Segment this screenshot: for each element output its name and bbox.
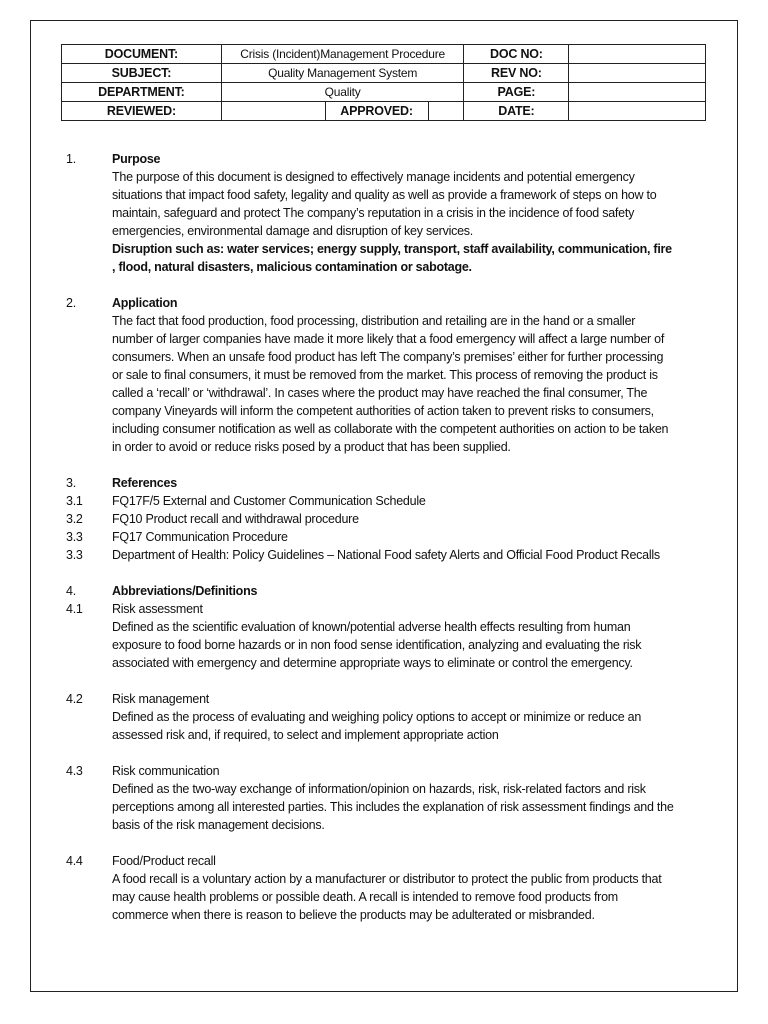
item-number: 3.3 [66, 530, 83, 544]
list-item [66, 528, 676, 546]
document-header-table [61, 44, 706, 121]
section-text: The fact that food production, food processing, distribution and retailing are in the hand or a smaller number of larger companies have made it more likely that a food emergency will affect a large number of consumers. When an unsafe food product has left The company’s premises’ either for further processing or sale to final consumers, it must be removed from the market. This process of removing the product is called a ‘recall’ or ‘withdrawal’. In cases where the product may have reached the final consumer, The company Vineyards will inform the competent authorities of action taken to prevent risks to consumers, including consumer notification as well as collaborate with the competent authorities on action to be taken in order to avoid or reduce risks posed by a product that has been supplied. [112, 314, 669, 454]
department-label: DEPARTMENT: [62, 83, 222, 102]
definition-item [66, 762, 676, 834]
list-item [66, 510, 676, 528]
header-row-document [62, 45, 706, 64]
section-title: Abbreviations/Definitions [112, 584, 258, 598]
approved-label: APPROVED: [325, 102, 428, 121]
section-number: 3. [66, 476, 76, 490]
definition-text: Defined as the process of evaluating and weighing policy options to accept or minimize or reduce an assessed risk and, if required, to select and implement appropriate action [112, 710, 642, 742]
subject-label: SUBJECT: [62, 64, 222, 83]
definition-item [66, 600, 676, 672]
subject-value: Quality Management System [221, 64, 464, 83]
definition-item [66, 690, 676, 744]
section-number: 2. [66, 296, 76, 310]
section-application [66, 294, 676, 456]
definition-text: Defined as the scientific evaluation of known/potential adverse health effects resulting from human exposure to food borne hazards or in non food sense identification, analyzing and evaluating the risk associated with emergency and determine appropriate ways to eliminate or control the emergency. [112, 620, 642, 670]
page-value [569, 83, 706, 102]
section-definitions [66, 582, 676, 600]
section-title: Application [112, 296, 178, 310]
item-text: Department of Health: Policy Guidelines – National Food safety Alerts and Official Food Product Recalls [112, 548, 660, 562]
definition-text: A food recall is a voluntary action by a manufacturer or distributor to protect the public from products that may cause health problems or possible death. A recall is intended to remove food products from commerce when there is reason to believe the products may be adulterated or misbranded. [112, 872, 662, 922]
reviewed-label: REVIEWED: [62, 102, 222, 121]
header-row-reviewed [62, 102, 706, 121]
item-number: 4.2 [66, 692, 83, 706]
page-label: PAGE: [464, 83, 569, 102]
item-number: 4.1 [66, 602, 83, 616]
header-row-department [62, 83, 706, 102]
approved-value [428, 102, 464, 121]
definition-term: Risk communication [112, 764, 220, 778]
item-number: 3.3 [66, 548, 83, 562]
rev-no-label: REV NO: [464, 64, 569, 83]
definition-term: Risk management [112, 692, 209, 706]
doc-no-label: DOC NO: [464, 45, 569, 64]
section-number: 4. [66, 584, 76, 598]
date-value [569, 102, 706, 121]
list-item [66, 492, 676, 510]
section-purpose [66, 150, 676, 276]
item-number: 3.2 [66, 512, 83, 526]
document-label: DOCUMENT: [62, 45, 222, 64]
item-text: FQ10 Product recall and withdrawal procedure [112, 512, 359, 526]
definition-item [66, 852, 676, 924]
definition-term: Risk assessment [112, 602, 203, 616]
date-label: DATE: [464, 102, 569, 121]
document-body [66, 150, 676, 924]
reviewed-value [221, 102, 325, 121]
section-title: References [112, 476, 177, 490]
definition-text: Defined as the two-way exchange of information/opinion on hazards, risk, risk-related factors and risk perceptions among all interested parties. This includes the explanation of risk assessment findings and the basis of the risk management decisions. [112, 782, 674, 832]
header-row-subject [62, 64, 706, 83]
item-number: 3.1 [66, 494, 83, 508]
list-item [66, 546, 676, 564]
doc-no-value [569, 45, 706, 64]
item-number: 4.3 [66, 764, 83, 778]
section-title: Purpose [112, 152, 161, 166]
rev-no-value [569, 64, 706, 83]
section-references [66, 474, 676, 492]
department-value: Quality [221, 83, 464, 102]
item-number: 4.4 [66, 854, 83, 868]
definition-term: Food/Product recall [112, 854, 216, 868]
item-text: FQ17 Communication Procedure [112, 530, 288, 544]
section-bold-text: Disruption such as: water services; energy supply, transport, staff availability, communication, fire , flood, natural disasters, malicious contamination or sabotage. [112, 242, 672, 274]
section-text: The purpose of this document is designed to effectively manage incidents and potential emergency situations that impact food safety, legality and quality as well as provide a framework of steps on how to maintain, safeguard and protect The company’s reputation in a crisis in the incidence of food safety emergencies, environmental damage and disruption of key services. [112, 170, 657, 238]
section-number: 1. [66, 152, 76, 166]
item-text: FQ17F/5 External and Customer Communication Schedule [112, 494, 426, 508]
document-value: Crisis (Incident)Management Procedure [221, 45, 464, 64]
